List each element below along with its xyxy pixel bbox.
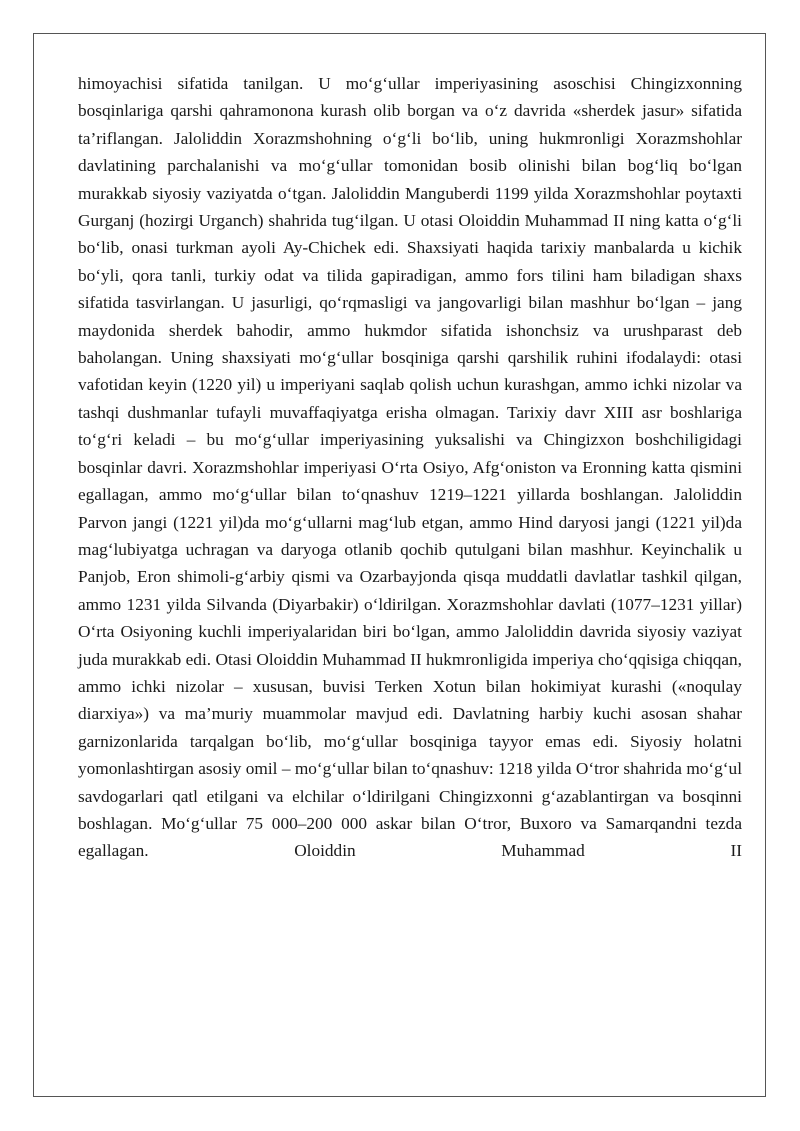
body-paragraph: himoyachisi sifatida tanilgan. U mo‘g‘ullar imperiyasining asoschisi Chingizxonning bosqinlariga qarshi qahramonona kurash olib borgan va o‘z davrida «sherdek jasur» sifatida ta’riflangan. Jaloliddin Xorazmshohning o‘g‘li bo‘lib, uning hukmronligi Xorazmshohlar davlatining parchalanishi va mo‘g‘ullar tomonidan bosib olinishi bilan bog‘liq bo‘lgan murakkab siyosiy vaziyatda o‘tgan. Jaloliddin Manguberdi 1199 yilda Xorazmshohlar poytaxti Gurganj (hozirgi Urganch) shahrida tug‘ilgan. U otasi Oloiddin Muhammad II ning katta o‘g‘li bo‘lib, onasi turkman ayoli Ay-Chichek edi. Shaxsiyati haqida tarixiy manbalarda u kichik bo‘yli, qora tanli, turkiy odat va tilida gapiradigan, ammo fors tilini ham biladigan shaxs sifatida tasvirlangan. U jasurligi, qo‘rqmasligi va jangovarligi bilan mashhur bo‘lgan – jang maydonida sherdek bahodir, ammo hukmdor sifatida ishonchsiz va urushparast deb baholangan. Uning shaxsiyati mo‘g‘ullar bosqiniga qarshi qarshilik ruhini ifodalaydi: otasi vafotidan keyin (1220 yil) u imperiyani saqlab qolish uchun kurashgan, ammo ichki nizolar va tashqi dushmanlar tufayli muvaffaqiyatga erisha olmagan. Tarixiy davr XIII asr boshlariga to‘g‘ri keladi – bu mo‘g‘ullar imperiyasining yuksalishi va Chingizxon boshchiligidagi bosqinlar davri. Xorazmshohlar imperiyasi O‘rta Osiyo, Afg‘oniston va Eronning katta qismini egallagan, ammo mo‘g‘ullar bilan to‘qnashuv 1219–1221 yillarda boshlangan. Jaloliddin Parvon jangi (1221 yil)da mo‘g‘ullarni mag‘lub etgan, ammo Hind daryosi jangi (1221 yil)da mag‘lubiyatga uchragan va daryoga otlanib qochib qutulgani bilan mashhur. Keyinchalik u Panjob, Eron shimoli-g‘arbiy qismi va Ozarbayjonda qisqa muddatli davlatlar tashkil qilgan, ammo 1231 yilda Silvanda (Diyarbakir) o‘ldirilgan. Xorazmshohlar davlati (1077–1231 yillar) O‘rta Osiyoning kuchli imperiyalaridan biri bo‘lgan, ammo Jaloliddin davrida siyosiy vaziyat juda murakkab edi. Otasi Oloiddin Muhammad II hukmronligida imperiya cho‘qqisiga chiqqan, ammo ichki nizolar – xususan, buvisi Terken Xotun bilan hokimiyat kurashi («noqulay diarxiya») va ma’muriy muammolar mavjud edi. Davlatning harbiy kuchi asosan shahar garnizonlarida tarqalgan bo‘lib, mo‘g‘ullar bosqiniga tayyor emas edi. Siyosiy holatni yomonlashtirgan asosiy omil – mo‘g‘ullar bilan to‘qnashuv: 1218 yilda O‘tror shahrida mo‘g‘ul savdogarlari qatl etilgani va elchilar o‘ldirilgani Chingizxonni g‘azablantirgan va bosqinni boshlagan. Mo‘g‘ullar 75 000–200 000 askar bilan O‘tror, Buxoro va Samarqandni tezda egallagan. Oloiddin Muhammad II	[78, 74, 742, 861]
